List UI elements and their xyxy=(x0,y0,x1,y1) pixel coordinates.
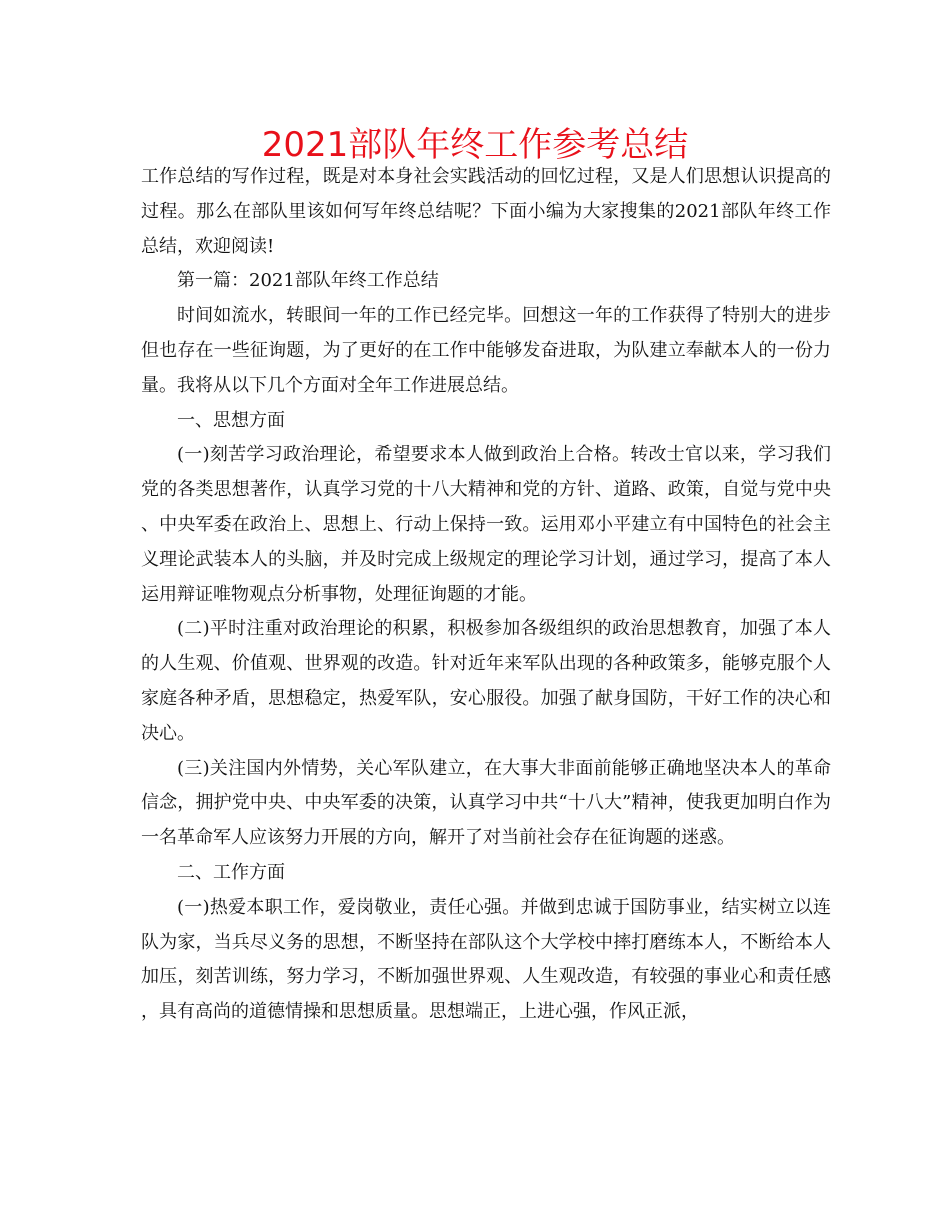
subheading-work: 二、工作方面 xyxy=(177,861,285,883)
body-paragraph: 时间如流水，转眼间一年的工作已经完毕。回想这一年的工作获得了特别大的进步但也存在一些征询题，为了更好的在工作中能够发奋进取，为队建立奉献本人的一份力量。我将从以下几个方面对全年工作进展总结。 xyxy=(141,305,831,396)
body-paragraph: (三)关注国内外情势，关心军队建立，在大事大非面前能够正确地坚决本人的革命信念，拥护党中央、中央军委的决策，认真学习中共“十八大”精神，使我更加明白作为一名革命军人应该努力开展的方向，解开了对当前社会存在征询题的迷惑。 xyxy=(141,757,831,849)
section-heading-part-one: 第一篇：2021部队年终工作总结 xyxy=(177,270,439,292)
document-body xyxy=(141,160,831,1030)
body-paragraph: (二)平时注重对政治理论的积累，积极参加各级组织的政治思想教育，加强了本人的人生观、价值观、世界观的改造。针对近年来军队出现的各种政策多，能够克服个人家庭各种矛盾，思想稳定，热爱军队，安心服役。加强了献身国防，干好工作的决心和决心。 xyxy=(141,618,831,744)
subheading-ideology: 一、思想方面 xyxy=(177,409,285,431)
document-title: 2021部队年终工作参考总结 xyxy=(261,125,689,165)
body-paragraph: (一)刻苦学习政治理论，希望要求本人做到政治上合格。转改士官以来，学习我们党的各类思想著作，认真学习党的十八大精神和党的方针、道路、政策，自觉与党中央、中央军委在政治上、思想上、行动上保持一致。运用邓小平建立有中国特色的社会主义理论武装本人的头脑，并及时完成上级规定的理论学习计划，通过学习，提高了本人运用辩证唯物观点分析事物，处理征询题的才能。 xyxy=(141,444,831,605)
body-paragraph: (一)热爱本职工作，爱岗敬业，责任心强。并做到忠诚于国防事业，结实树立以连队为家，当兵尽义务的思想，不断坚持在部队这个大学校中摔打磨练本人，不断给本人加压，刻苦训练，努力学习，不断加强世界观、人生观改造，有较强的事业心和责任感，具有高尚的道德情操和思想质量。思想端正，上进心强，作风正派， xyxy=(141,896,831,1023)
intro-paragraph: 工作总结的写作过程，既是对本身社会实践活动的回忆过程，又是人们思想认识提高的过程。那么在部队里该如何写年终总结呢？下面小编为大家搜集的2021部队年终工作总结，欢迎阅读! xyxy=(141,166,831,257)
